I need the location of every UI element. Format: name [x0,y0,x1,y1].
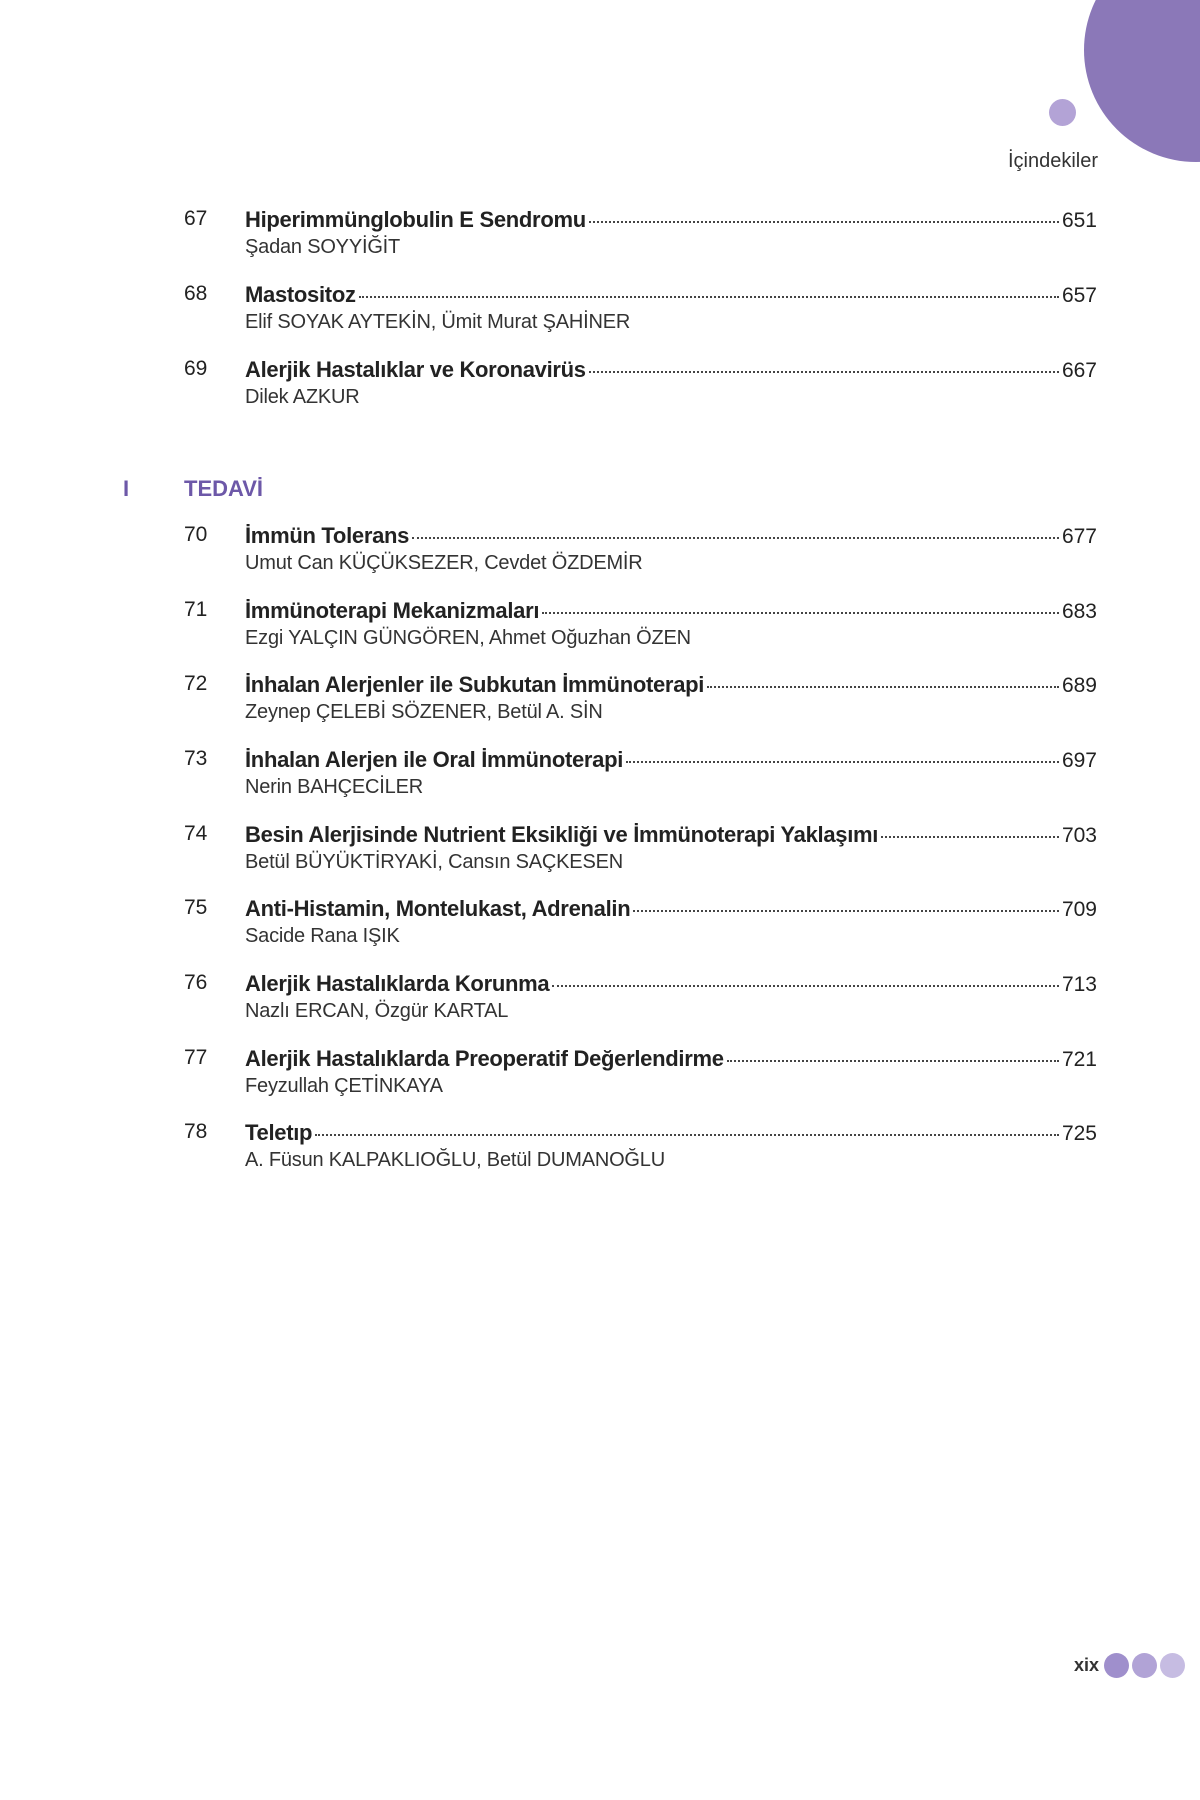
chapter-title: Alerjik Hastalıklar ve Koronavirüs [245,357,586,382]
page-number: 697 [1061,749,1097,772]
chapter-title: Alerjik Hastalıklarda Preoperatif Değerlendirme [245,1046,724,1071]
dot-leader [589,371,1059,373]
chapter-number: 71 [184,598,208,621]
dot-leader [633,910,1059,912]
chapter-number: 74 [184,822,208,845]
dot-leader [881,836,1059,838]
chapter-title: Anti-Histamin, Montelukast, Adrenalin [245,896,631,921]
chapter-title: İnhalan Alerjenler ile Subkutan İmmünoterapi [245,672,705,697]
chapter-authors: Zeynep ÇELEBİ SÖZENER, Betül A. SİN [245,701,603,723]
chapter-number: 69 [184,357,208,380]
chapter-number: 67 [184,207,208,230]
chapter-title: Hiperimmünglobulin E Sendromu [245,207,586,232]
corner-decoration-dot [1049,99,1076,126]
chapter-number: 72 [184,672,208,695]
chapter-title: İnhalan Alerjen ile Oral İmmünoterapi [245,747,624,772]
toc-entry-78[interactable] [184,1120,1097,1180]
chapter-authors: Feyzullah ÇETİNKAYA [245,1075,443,1097]
chapter-number: 75 [184,896,208,919]
corner-decoration-circle [1084,0,1200,162]
chapter-authors: Sacide Rana IŞIK [245,925,400,947]
part-title[interactable]: TEDAVİ [184,476,264,501]
chapter-authors: Umut Can KÜÇÜKSEZER, Cevdet ÖZDEMİR [245,552,643,574]
toc-entry-71[interactable] [184,598,1097,658]
dot-leader [589,221,1059,223]
chapter-title: Alerjik Hastalıklarda Korunma [245,971,550,996]
chapter-authors: Dilek AZKUR [245,386,360,408]
chapter-number: 70 [184,523,208,546]
dot-leader [542,612,1059,614]
page-number: 689 [1061,674,1097,697]
page-number: 683 [1061,600,1097,623]
chapter-title: Mastositoz [245,282,356,307]
chapter-title: İmmünoterapi Mekanizmaları [245,598,540,623]
page-number: 721 [1061,1048,1097,1071]
toc-entry-72[interactable] [184,672,1097,732]
chapter-number: 68 [184,282,208,305]
chapter-authors: Ezgi YALÇIN GÜNGÖREN, Ahmet Oğuzhan ÖZEN [245,627,691,649]
chapter-number: 76 [184,971,208,994]
toc-entry-68[interactable] [184,282,1097,342]
toc-entry-75[interactable] [184,896,1097,956]
page-number: 703 [1061,824,1097,847]
toc-entry-73[interactable] [184,747,1097,807]
page-number: 709 [1061,898,1097,921]
chapter-number: 78 [184,1120,208,1143]
dot-leader [412,537,1059,539]
page-number: 651 [1061,209,1097,232]
footer-dot-decoration [1160,1653,1185,1678]
running-header: İçindekiler [1007,150,1098,172]
chapter-authors: Elif SOYAK AYTEKİN, Ümit Murat ŞAHİNER [245,311,631,333]
toc-entry-77[interactable] [184,1046,1097,1106]
part-roman-numeral: I [123,476,130,501]
chapter-authors: A. Füsun KALPAKLIOĞLU, Betül DUMANOĞLU [245,1149,665,1171]
page-number: 667 [1061,359,1097,382]
chapter-title: Teletıp [245,1120,313,1145]
chapter-number: 73 [184,747,208,770]
toc-entry-70[interactable] [184,523,1097,583]
chapter-title: İmmün Tolerans [245,523,410,548]
toc-entry-74[interactable] [184,822,1097,882]
folio-page-number: xix [1074,1655,1100,1675]
chapter-authors: Nerin BAHÇECİLER [245,776,423,798]
chapter-authors: Şadan SOYYİĞİT [245,236,401,258]
page-number: 725 [1061,1122,1097,1145]
dot-leader [626,761,1059,763]
toc-entry-76[interactable] [184,971,1097,1031]
chapter-number: 77 [184,1046,208,1069]
page-number: 657 [1061,284,1097,307]
page-number: 713 [1061,973,1097,996]
dot-leader [359,296,1059,298]
toc-entry-67[interactable] [184,207,1097,267]
toc-entry-69[interactable] [184,357,1097,417]
dot-leader [707,686,1059,688]
footer-dot-decoration [1104,1653,1129,1678]
dot-leader [315,1134,1059,1136]
chapter-title: Besin Alerjisinde Nutrient Eksikliği ve İmmünoterapi Yaklaşımı [245,822,879,847]
chapter-authors: Betül BÜYÜKTİRYAKİ, Cansın SAÇKESEN [245,851,623,873]
footer-dot-decoration [1132,1653,1157,1678]
dot-leader [552,985,1059,987]
dot-leader [727,1060,1059,1062]
chapter-authors: Nazlı ERCAN, Özgür KARTAL [245,1000,509,1022]
page-number: 677 [1061,525,1097,548]
